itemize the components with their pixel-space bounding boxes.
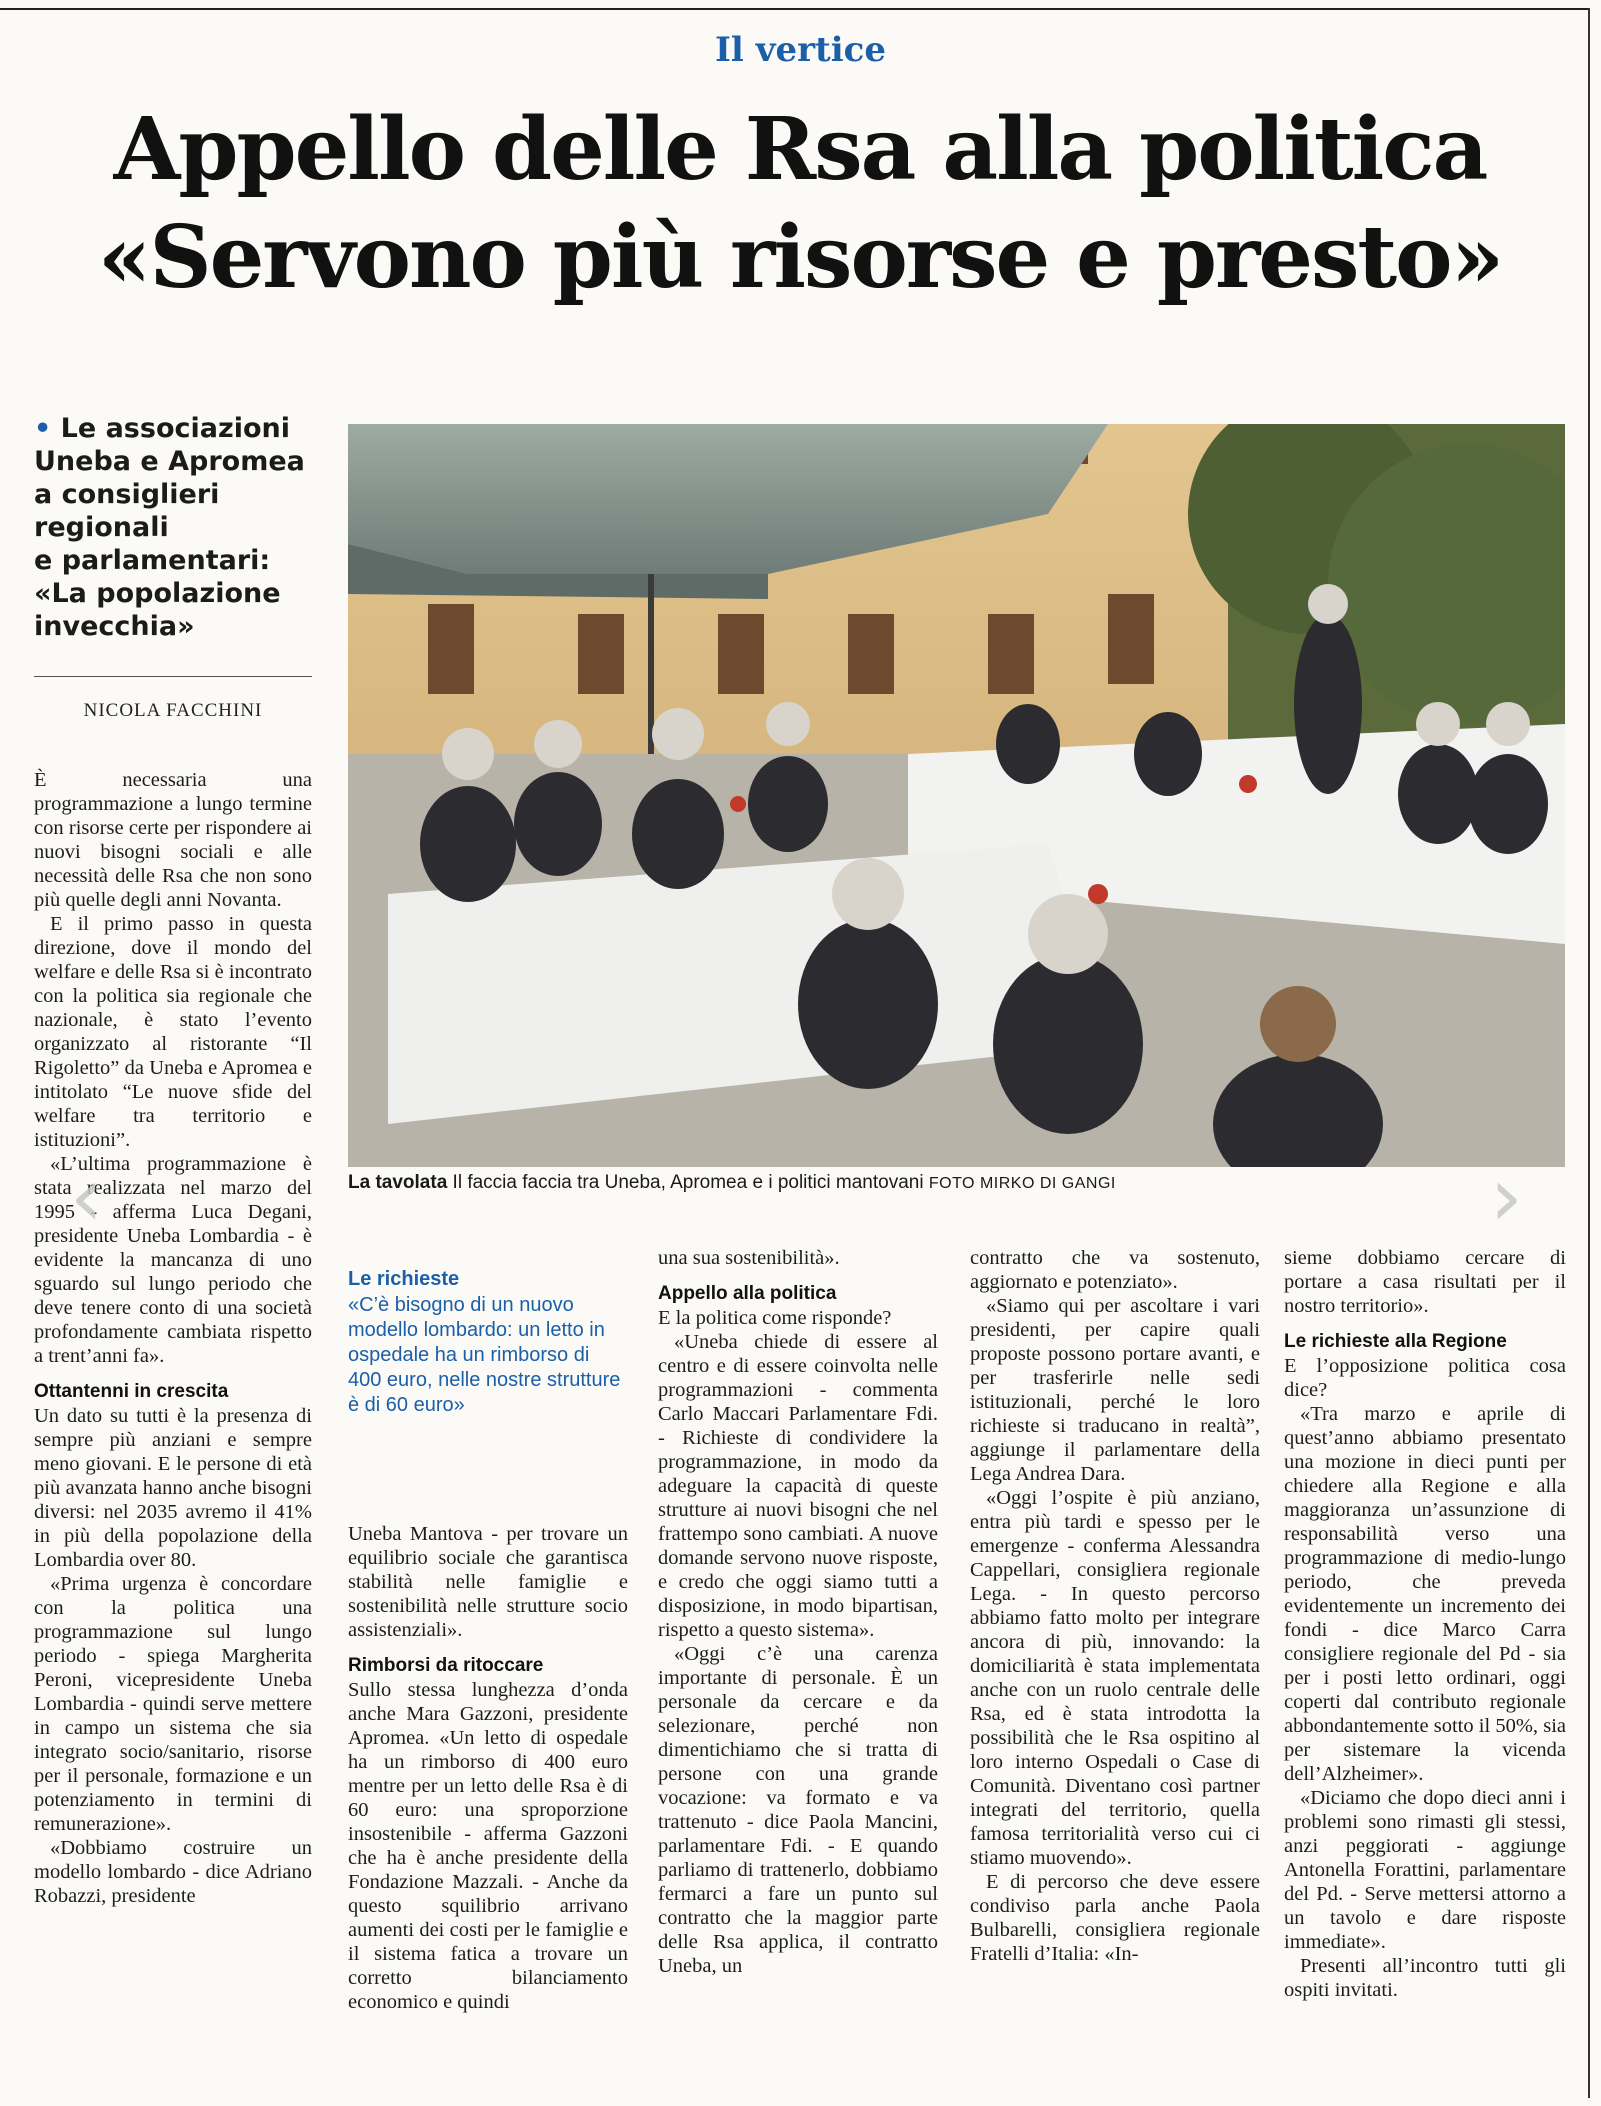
paragraph: «Oggi l’ospite è più anziano, entra più tardi e spesso per le emergenze - conferma Alessandra Cappellari, consigliera regionale Lega. - In questo percorso abbiamo fatto molto per integrare ancora di più, innovando: la domiciliarità è stata implementata anche con un ruolo centrale delle Rsa, ed è stata introdotta la possibilità che le Rsa ospitino al loro interno Ospedali o Case di Comunità. Diventano così partner integrati del territorio, quella famosa territorialità verso cui ci stiamo muovendo». [970,1487,1260,1869]
photo-illustration [348,424,1565,1167]
subtitle-divider [34,676,312,677]
subtitle [34,412,319,643]
paragraph: «Tra marzo e aprile di quest’anno abbiamo presentato una mozione in dieci punti per chiedere alla Regione e alla maggioranza un’assunzione di responsabilità verso una programmazione di medio-lungo periodo, che preveda evidentemente un incremento dei fondi - dice Marco Carra consigliere regionale del Pd - sia per i posti letto ordinari, oggi coperti dal contributo regionale abbondantemente sotto il 50%, sia per sistemare la vicenda dell’Alzheimer». [1284,1403,1566,1785]
section-heading: Ottantenni in crescita [34,1381,229,1402]
photo-credit: FOTO MIRKO DI GANGI [928,1175,1116,1192]
pull-quote-text: «C’è bisogno di un nuovo modello lombardo: un letto in ospedale ha un rimborso di 400 euro, nelle nostre strutture è di 60 euro» [348,1294,621,1416]
subtitle-bullet: • [34,413,52,444]
paragraph: È necessaria una programmazione a lungo termine con risorse certe per rispondere ai nuovi bisogni sociali e alle necessità delle Rsa che non sono più quelle degli anni Novanta. [34,769,312,911]
next-page-chevron-icon[interactable]: › [1490,1150,1523,1245]
paragraph: Presenti all’incontro tutti gli ospiti invitati. [1284,1955,1566,2001]
paragraph: E l’opposizione politica cosa dice? [1284,1355,1566,1401]
photo-caption [348,1172,1565,1194]
paragraph: E di percorso che deve essere condiviso parla anche Paola Bulbarelli, consigliera regionale Fratelli d’Italia: «In- [970,1871,1260,1965]
caption-label: La tavolata [348,1172,448,1193]
section-kicker: Il vertice [715,30,886,70]
article-column-1 [34,768,312,1908]
article-photo [348,424,1565,1167]
paragraph: «Oggi c’è una carenza importante di personale. È un personale da cercare e da selezionare, perché non dimentichiamo che si tratta di persone con una grande vocazione: va formato e va trattenuto - dice Paola Mancini, parlamentare Fdi. - E quando parliamo di trattenerlo, dobbiamo fermarci a fare un punto sul contratto che la maggior parte delle Rsa applica, il contratto Uneba, un [658,1643,938,1977]
byline: NICOLA FACCHINI [83,700,263,721]
headline-line-1: Appello delle Rsa alla politica [113,99,1487,200]
subtitle-line: «La popolazione [34,578,281,609]
article-column-3 [658,1246,938,1978]
paragraph: «Prima urgenza è concordare con la politica una programmazione sul lungo periodo - spiega Margherita Peroni, vicepresidente Uneba Lombardia - quindi serve mettere in campo un sistema che sia integrato socio/sanitario, risorse per il personale, formazione e un potenziamento in termini di remunerazione». [34,1573,312,1835]
paragraph: una sua sostenibilità». [658,1247,840,1269]
headline-line-2: «Servono più risorse e presto» [97,207,1503,308]
article-column-2 [348,1522,628,2014]
pull-quote [348,1268,628,1418]
headline [20,96,1580,312]
prev-page-chevron-icon[interactable]: ‹ [70,1150,103,1245]
subtitle-line: invecchia» [34,611,195,642]
paragraph: «Uneba chiede di essere al centro e di essere coinvolta nelle programmazioni - commenta Carlo Maccari Parlamentare Fdi. - Richieste di condividere la programmazione, in modo da adeguare la capacità di queste strutture ai nuovi bisogni che nel frattempo sono cambiati. A nuove domande servono nuove risposte, e credo che oggi siamo tutti a disposizione, in modo bipartisan, rispetto a questo sistema». [658,1331,938,1641]
subtitle-line: e parlamentari: [34,545,271,576]
paragraph: contratto che va sostenuto, aggiornato e potenziato». [970,1247,1260,1293]
article-column-4 [970,1246,1260,1966]
subtitle-line: regionali [34,512,169,543]
paragraph: Sullo stessa lunghezza d’onda anche Mara Gazzoni, presidente Apromea. «Un letto di ospedale ha un rimborso di 400 euro mentre per un letto delle Rsa è di 60 euro: una sproporzione insostenibile - afferma Gazzoni che ha è anche presidente della Fondazione Mazzali. - Anche da questo squilibrio arrivano aumenti dei costi per le famiglie e il sistema fatica a trovare un corretto bilanciamento economico e quindi [348,1679,628,2013]
article-column-5 [1284,1246,1566,2002]
paragraph: «Siamo qui per ascoltare i vari presidenti, per capire quali proposte possono portare avanti, e per trasferirle nelle sedi istituzionali, perché le loro richieste si traducano in realtà”, aggiunge il parlamentare della Lega Andrea Dara. [970,1295,1260,1485]
top-rule [0,8,1590,10]
caption-text: Il faccia faccia tra Uneba, Apromea e i politici mantovani [452,1172,924,1193]
section-heading: Le richieste alla Regione [1284,1331,1507,1352]
paragraph: «Dobbiamo costruire un modello lombardo - dice Adriano Robazzi, presidente [34,1837,312,1907]
subtitle-line: Uneba e Apromea [34,446,305,477]
paragraph: E il primo passo in questa direzione, dove il mondo del welfare e delle Rsa si è incontrato con la politica sia regionale che nazionale, è stato l’evento organizzato al ristorante “Il Rigoletto” da Uneba e Apromea e intitolato “Le nuove sfide del welfare tra territorio e istituzioni”. [34,913,312,1151]
paragraph: Un dato su tutti è la presenza di sempre più anziani e sempre meno giovani. E le persone di età più avanzata hanno anche bisogni diversi: nel 2035 avremo il 41% in più della popolazione della Lombardia over 80. [34,1405,312,1571]
section-heading: Rimborsi da ritoccare [348,1655,544,1676]
subtitle-line: a consiglieri [34,479,220,510]
paragraph: E la politica come risponde? [658,1307,892,1329]
right-rule [1588,8,1590,2098]
section-heading: Appello alla politica [658,1283,837,1304]
paragraph: «L’ultima programmazione è stata realizzata nel marzo del 1995 - afferma Luca Degani, presidente Uneba Lombardia - è evidente la mancanza di uno sguardo sul lungo periodo che deve tenere conto di una società profondamente cambiata rispetto a trent’anni fa». [34,1153,312,1367]
paragraph: Uneba Mantova - per trovare un equilibrio sociale che garantisca stabilità nelle famiglie e sostenibilità nelle strutture socio assistenziali». [348,1523,628,1641]
pull-quote-label: Le richieste [348,1268,460,1290]
subtitle-line: Le associazioni [60,413,290,444]
paragraph: «Diciamo che dopo dieci anni i problemi sono rimasti gli stessi, anzi peggiorati - aggiunge Antonella Forattini, parlamentare del Pd. - Serve mettersi attorno a un tavolo e dare risposte immediate». [1284,1787,1566,1953]
paragraph: sieme dobbiamo cercare di portare a casa risultati per il nostro territorio». [1284,1247,1566,1317]
